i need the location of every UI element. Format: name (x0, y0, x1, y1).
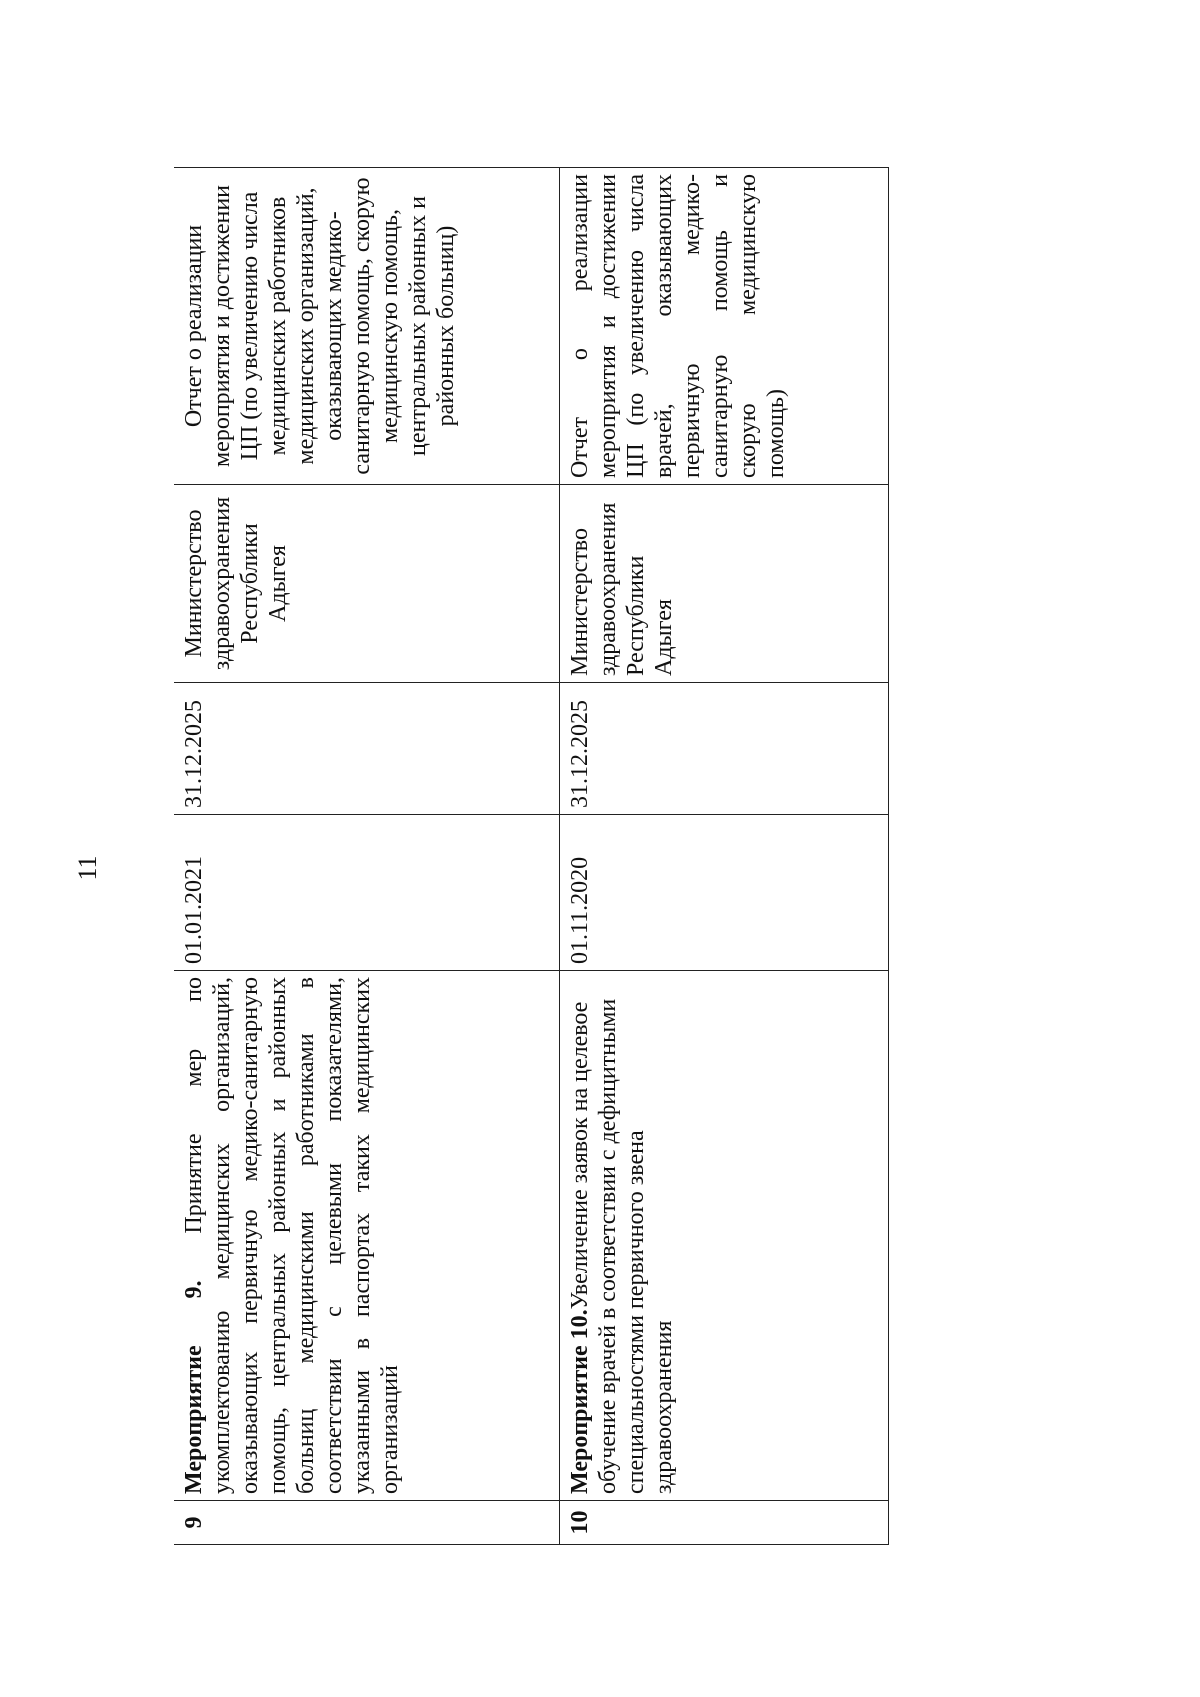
measure-text: Принятие мер по укомплектованию медицинских организаций, оказывающих первичную медико-санитарную помощь, центральных районных и районных больниц медицинскими работниками в соответствии с целевыми показателями, указанными в паспортах таких медицинских организаций (181, 977, 403, 1494)
result-report: Отчет о реализации мероприятия и достижении ЦП (по увеличению числа медицинских работников медицинских организаций, оказывающих медико-санитарную помощь, скорую медицинскую помощь, центральных районных и районных больниц) (174, 168, 559, 485)
table-row (174, 168, 559, 1545)
result-report: Отчет о реализации мероприятия и достижении ЦП (по увеличению числа врачей, оказывающих первичную медико-санитарную помощь и скорую медицинскую помощь) (559, 168, 888, 485)
measures-table (174, 167, 889, 1545)
responsible-executor: Министерство здравоохранения Республики Адыгея (559, 485, 888, 683)
rotated-table-container (174, 168, 888, 1545)
measure-title: Мероприятие 9. (181, 1280, 207, 1494)
row-number: 9 (174, 1501, 559, 1545)
row-number: 10 (559, 1501, 888, 1545)
table-row (559, 168, 888, 1545)
start-date: 01.01.2021 (174, 815, 559, 971)
measure-title: Мероприятие 10. (566, 1309, 593, 1494)
measure-text: Увеличение заявок на целевое обучение врачей в соответствии с дефицитными специальностями первичного звена здравоохранения (566, 998, 677, 1494)
end-date: 31.12.2025 (174, 683, 559, 815)
page-number: 11 (73, 855, 102, 881)
responsible-executor: Министерство здравоохранения Республики Адыгея (174, 485, 559, 683)
measure-description (559, 971, 888, 1501)
end-date: 31.12.2025 (559, 683, 888, 815)
start-date: 01.11.2020 (559, 815, 888, 971)
measure-description (174, 971, 559, 1501)
